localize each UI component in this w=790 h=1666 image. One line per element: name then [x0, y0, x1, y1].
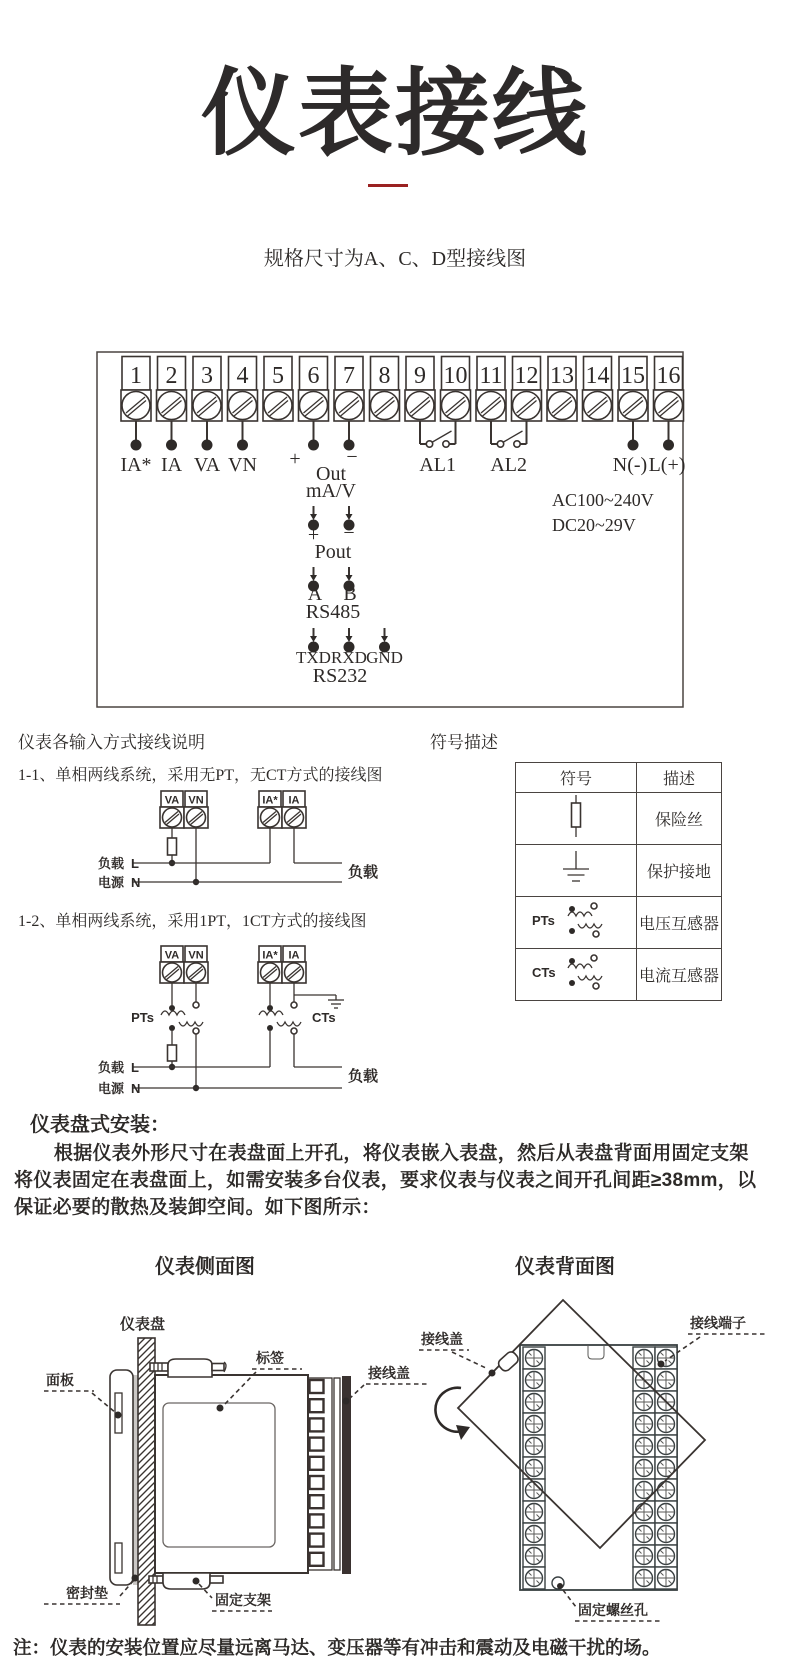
rs232-rxd: RXD — [331, 648, 367, 667]
screw-hole-label: 固定螺丝孔 — [578, 1602, 648, 1618]
terminal-14 — [583, 357, 613, 422]
rs485-a: A — [307, 583, 323, 605]
terminal-2 — [157, 357, 187, 422]
side-view-caption: 仪表侧面图 — [155, 1256, 255, 1278]
svg-text:12: 12 — [514, 363, 539, 389]
mini-terminal-IA* — [258, 791, 282, 828]
rs232-txd: TXD — [296, 648, 331, 667]
bracket-screw-thread — [149, 1576, 163, 1583]
terminal-6 — [299, 357, 329, 422]
power-n: N(-) — [612, 454, 648, 476]
svg-text:VA: VA — [164, 794, 180, 807]
terminal-label: 接线端子 — [690, 1315, 746, 1331]
out-unit: mA/V — [306, 480, 356, 502]
tag-label: 标签 — [256, 1350, 284, 1366]
terminal-cover-bar — [342, 1376, 351, 1574]
bracket-label: 固定支架 — [215, 1592, 271, 1608]
pout-minus: − — [343, 522, 355, 544]
svg-text:IA: IA — [288, 794, 300, 807]
symbol-table-heading: 符号描述 — [430, 733, 498, 752]
mini-terminal-VA — [160, 946, 184, 983]
wiring-diagram-1-2 — [0, 938, 790, 1105]
svg-text:15: 15 — [621, 363, 645, 389]
installation-heading: 仪表盘式安装： — [30, 1114, 170, 1136]
svg-text:13: 13 — [550, 363, 574, 389]
back-wire-cover-label: 接线盖 — [421, 1331, 463, 1347]
terminal-16 — [654, 357, 684, 422]
symbol-description: 保险丝 — [637, 793, 722, 845]
mini-terminal-IA — [282, 791, 306, 828]
alarm-2-label: AL2 — [490, 454, 528, 476]
terminal-7 — [334, 357, 364, 422]
svg-text:VA: VA — [164, 949, 180, 962]
mini-terminal-IA* — [258, 946, 282, 983]
terminal-10 — [441, 357, 471, 422]
mini-terminal-VN — [184, 791, 208, 828]
mini-terminal-VN — [184, 946, 208, 983]
d12-load-right: 负载 — [348, 1068, 379, 1085]
svg-text:1: 1 — [130, 363, 142, 389]
svg-text:6: 6 — [307, 363, 320, 389]
diagram-1-2-caption: 1-2、单相两线系统，采用1PT，1CT方式的接线图 — [18, 913, 367, 930]
d12-load-left: 负载 — [97, 1060, 124, 1075]
d11-source-left: 电源 — [97, 875, 124, 890]
wire-cover-label: 接线盖 — [368, 1365, 410, 1381]
input-wiring-heading: 仪表各输入方式接线说明 — [18, 733, 205, 752]
svg-text:4: 4 — [236, 363, 249, 389]
bracket-screw-thread — [150, 1363, 168, 1371]
page-title: 仪表接线 — [200, 61, 589, 167]
label-vn: VN — [228, 454, 257, 476]
d12-neutral-n: N — [131, 1081, 141, 1096]
terminal-strip — [121, 357, 684, 422]
symbol-description: 电压互感器 — [637, 897, 722, 949]
rs232-gnd: GND — [366, 648, 403, 667]
title-divider — [368, 184, 408, 187]
protective-earth-icon — [546, 846, 606, 890]
top-bracket — [168, 1359, 212, 1377]
d11-load-right: 负载 — [348, 864, 379, 881]
description-col-header: 描述 — [637, 763, 722, 793]
out-plus: + — [289, 448, 301, 470]
pout-plus: + — [307, 524, 320, 546]
d11-phase-l: L — [131, 856, 139, 871]
power-dc: DC20~29V — [552, 515, 636, 535]
d12-source-left: 电源 — [97, 1081, 124, 1096]
panel-label: 仪表盘 — [120, 1316, 166, 1333]
svg-text:3: 3 — [201, 363, 213, 389]
bottom-bracket — [163, 1573, 210, 1589]
fuse-icon — [546, 794, 606, 838]
terminal-3 — [192, 357, 222, 422]
voltage-transformer-icon — [530, 898, 622, 942]
table-row — [516, 793, 722, 845]
svg-text:5: 5 — [272, 363, 284, 389]
svg-text:16: 16 — [656, 363, 681, 389]
rs232-name: RS232 — [312, 665, 368, 687]
svg-text:14: 14 — [585, 363, 610, 389]
bracket-screw-tip — [212, 1364, 224, 1371]
side-view-drawing — [44, 1315, 430, 1625]
rs485-name: RS485 — [305, 601, 361, 623]
svg-text:IA: IA — [288, 949, 300, 962]
front-panel-label: 面板 — [46, 1372, 74, 1388]
terminal-13 — [547, 357, 577, 422]
d12-phase-l: L — [131, 1060, 139, 1075]
footer-note: 注：仪表的安装位置应尽量远离马达、变压器等有冲击和震动及电磁干扰的场。 — [13, 1637, 661, 1658]
svg-text:8: 8 — [378, 363, 391, 389]
rs485-b: B — [343, 583, 357, 605]
svg-text:VN: VN — [188, 794, 204, 807]
gasket-label: 密封垫 — [66, 1585, 108, 1601]
meter-body — [155, 1375, 308, 1573]
symbol-description: 保护接地 — [637, 845, 722, 897]
back-view-caption: 仪表背面图 — [515, 1256, 615, 1278]
svg-text:7: 7 — [343, 363, 355, 389]
d11-load-left: 负载 — [97, 856, 124, 871]
ct-label: CTs — [312, 1010, 336, 1025]
svg-text:10: 10 — [443, 363, 468, 389]
back-view-drawing — [419, 1300, 766, 1621]
main-terminal-diagram — [0, 320, 790, 715]
alarm-1-label: AL1 — [419, 454, 457, 476]
label-ia-star: IA* — [120, 454, 152, 476]
svg-text:11: 11 — [479, 363, 503, 389]
terminal-1 — [121, 357, 151, 422]
out-minus: − — [346, 446, 358, 468]
mini-terminal-VA — [160, 791, 184, 828]
power-ac: AC100~240V — [552, 490, 654, 510]
ladder-rungs — [310, 1380, 324, 1566]
terminal-15 — [618, 357, 648, 422]
pout-name: Pout — [314, 541, 352, 563]
svg-text:IA*: IA* — [262, 794, 278, 807]
terminal-12 — [512, 357, 542, 422]
table-row — [516, 845, 722, 897]
terminal-8 — [370, 357, 400, 422]
symbol-description: 电流互感器 — [637, 949, 722, 1001]
ct-label: CTs — [532, 965, 556, 980]
terminal-5 — [263, 357, 293, 422]
symbol-col-header: 符号 — [516, 763, 637, 793]
bracket-screw-tip — [210, 1576, 223, 1583]
mini-terminal-IA — [282, 946, 306, 983]
out-name: Out — [316, 463, 346, 485]
svg-text:IA*: IA* — [262, 949, 278, 962]
installation-paragraph: 根据仪表外形尺寸在表盘面上开孔，将仪表嵌入表盘，然后从表盘背面用固定支架将仪表固定在表盘面上，如需安装多台仪表，要求仪表与仪表之间开孔间距≥38mm，以保证必要的散热及装卸空间。如下图所示： — [14, 1143, 757, 1218]
terminal-11 — [476, 357, 506, 422]
svg-text:9: 9 — [414, 363, 426, 389]
power-l: L(+) — [648, 454, 686, 476]
terminal-4 — [228, 357, 258, 422]
page-subtitle: 规格尺寸为A、C、D型接线图 — [263, 248, 527, 270]
diagram-1-1-caption: 1-1、单相两线系统，采用无PT，无CT方式的接线图 — [18, 767, 383, 784]
svg-text:VN: VN — [188, 949, 204, 962]
installation-drawings — [0, 1285, 790, 1630]
label-va: VA — [193, 454, 221, 476]
d11-neutral-n: N — [131, 875, 141, 890]
pt-label: PTs — [131, 1010, 154, 1025]
cover-clip — [497, 1350, 521, 1373]
svg-text:2: 2 — [165, 363, 178, 389]
pt-label: PTs — [532, 913, 555, 928]
terminal-9 — [405, 357, 435, 422]
label-ia: IA — [160, 454, 183, 476]
